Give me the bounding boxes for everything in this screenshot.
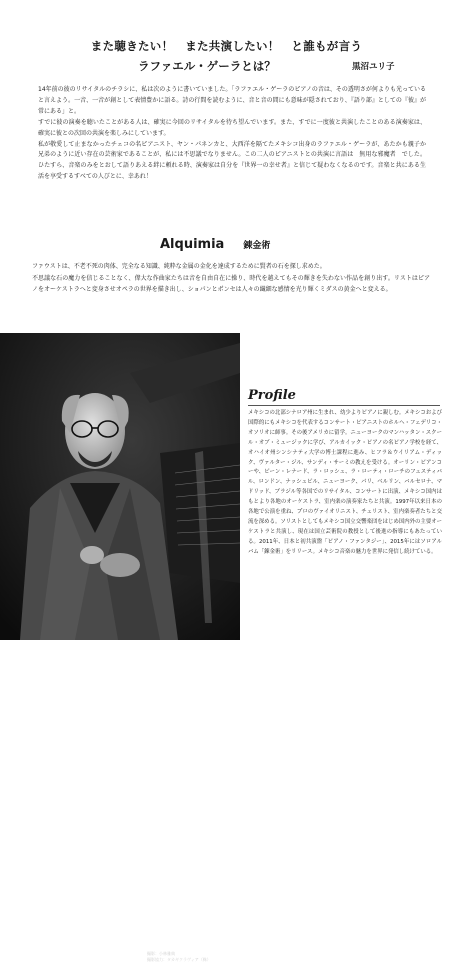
- essay-paragraph: 私が敬愛して止まなかったチェコの名ピアニスト、ヤン・パネンカと、大西洋を隔てたメキシコ出身のラファエル・ゲーラが、あたかも親子か兄弟のように近い存在の芸術家であることが、私には不思議でなりません。この二人のピアニストとの共演に言語は 無用な邪魔者 でした。ひたすら、音楽のみをとおして語りあえる絆に頼れる時、演奏家は自分を『世界一の幸せ者』と信じて疑わなくなるのです。音楽と共にある生活を享受するすべての人びとに、幸あれ！: [38, 140, 426, 181]
- headline: また聴きたい！ また共演したい！ と誰もが言う: [90, 39, 363, 53]
- alquimia-text: [32, 261, 430, 296]
- alquimia-paragraph: 不思議な石の魔力を信じることなく、偉大な作曲家たちは音を自由自在に操り、時代を越えてもその輝きを失わない作品を創り出す。リストはピアノをオーケストラへと変身させオペラの世界を描き出し、ショパンとポンセは人々の繊細な感情を光り輝くミダスの黄金へと変える。: [32, 274, 430, 294]
- pianist-photo: [0, 333, 240, 962]
- profile-body: メキシコの北部シナロア州に生まれ、幼少よりピアノに親しむ。メキシコおよび国際的にもメキシコを代表するコンサート・ピアニストのホルヘ・フェデリコ・オソリオに師事。その後アメリカに留学。ニューヨークのマンハッタン・スクール・オブ・ミュージックに学び、アルカイック・ピアノの名ピアノ学校を経て、オハイオ州シンシナティ大学の博士課程に進み、ヒフラ＆ウイリアム・ディック、ヴァルター・ジル、サンディ・サーミの教えを受ける。オーリン・ビアンコーや、ビーン・レナード、ラ・ロッシュ、ラ・ローティ・ローチのフェスティバル、ロンドン、ナッシュビル、ニューヨーク、パリ、ベルリン、バルセロナ、マドリッド、ブラジル等各国でのリサイタル、コンサートに出演、メキシコ国内はもとより各地のオーケストラ、室内楽の演奏家たちと共演。1997年以来日本の各地で公演を重ね、プロのヴァイオリニスト、チェリスト、室内楽奏者たちと交流を深める。ソリストとしてもメキシコ国立交響楽団をはじめ国内外の主要オーケストラと共演し、現在は国立芸術院の教授として後進の指導にもあたっている。2011年、日本と初共演盤「ピアノ・ファンタジー」、2015年にはソロアルバム「錬金術」をリリース。メキシコ音楽の魅力を世界に発信し続けている。: [248, 410, 442, 555]
- pianist-photo-illustration: [0, 333, 240, 640]
- section-title-ja: 錬金術: [243, 241, 271, 251]
- essay-paragraph: 14年前の彼のリサイタルのチラシに、私は次のように書いていました。「ラファエル・ゲーラのピアノの音は、その透明さが何よりも光っていると言えよう。一音、一音が創として表情豊かに語る。詩の行間を読むように、音と音の間にも意味が隠されており、『語り部』としての『彼』が常にある」と。: [38, 86, 426, 115]
- subhead: ラファエル・ゲーラとは？: [138, 59, 276, 73]
- alquimia-paragraph: ファウストは、不老不死の肉体、完全なる知識、純粋な金属の金化を達成するために賢者の石を探し求めた。: [32, 263, 326, 270]
- section-title-en: Alquimia: [160, 237, 225, 252]
- profile-title: Profile: [248, 388, 296, 403]
- essay-paragraph: すでに彼の演奏を聴いたことがある人は、確実に今回のリサイタルを待ち望んでいます。また、すでに一度彼と共演したことのある演奏家は、確実に彼との次回の共演を楽しみにしています。: [38, 118, 426, 137]
- photo-credit-line: 撮影：小林雅典: [147, 951, 175, 956]
- author-name: 黒沼ユリ子: [352, 62, 395, 72]
- photo-credit-line: 撮影協力：タカギクラヴィア（株）: [147, 957, 211, 962]
- photo-credit: [147, 951, 211, 963]
- section-title: [160, 233, 270, 252]
- profile-divider: [248, 405, 440, 406]
- essay: [38, 85, 426, 183]
